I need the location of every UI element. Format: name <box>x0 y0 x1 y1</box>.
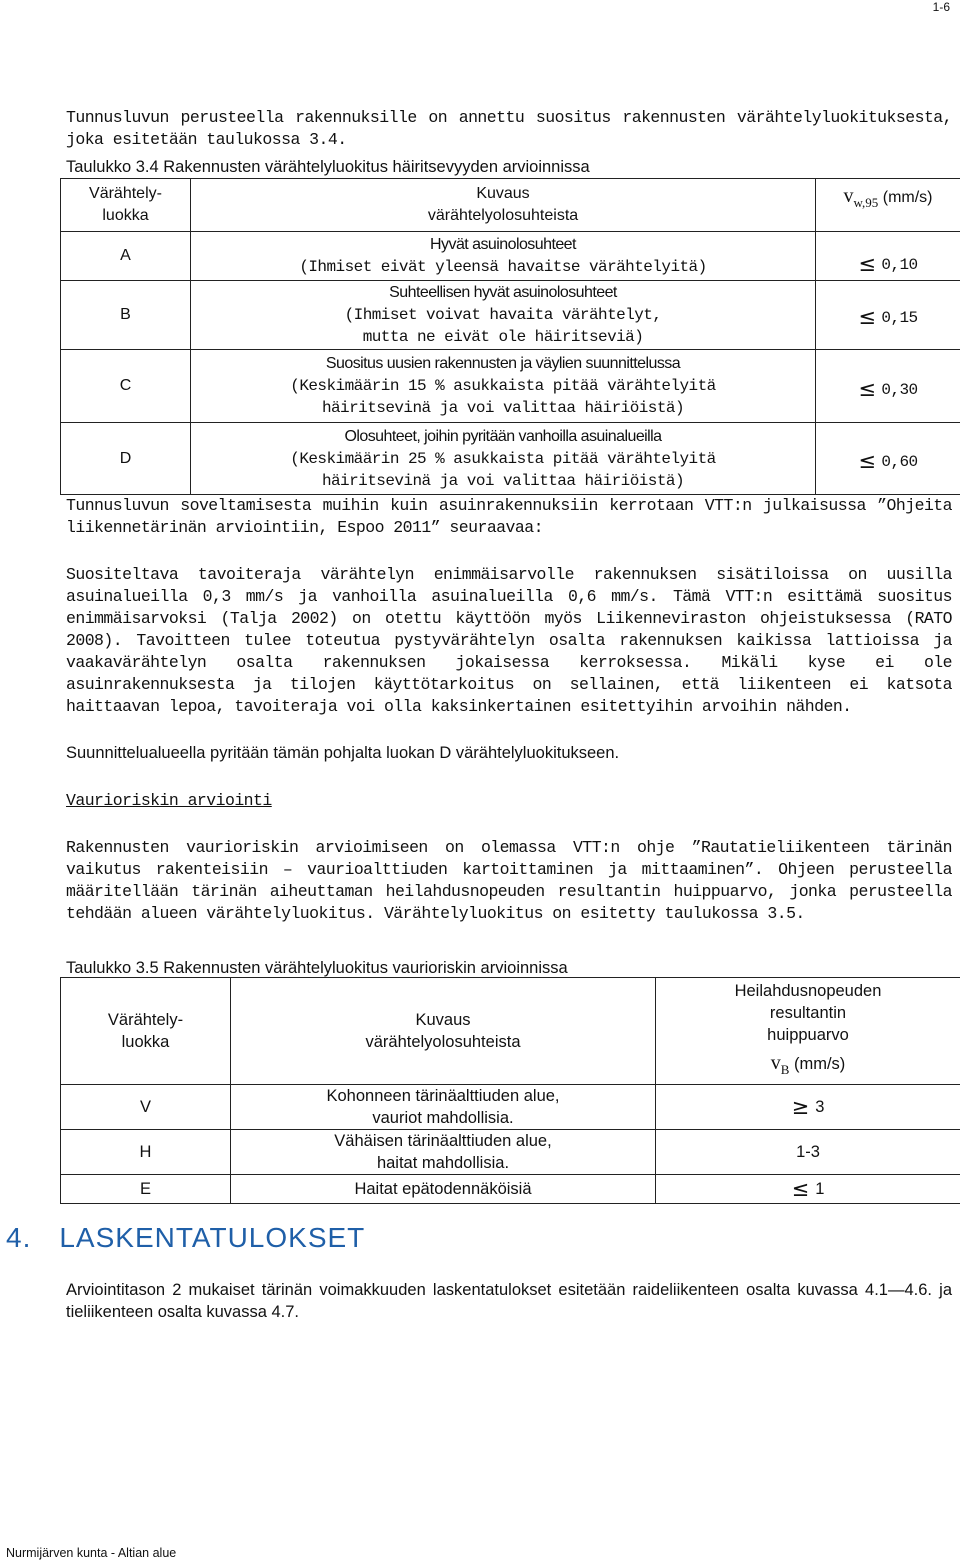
table-row <box>61 1130 960 1175</box>
value-cell: ≤ 0,15 <box>816 281 960 350</box>
table-3-5 <box>60 977 960 1204</box>
header-value: $v_{w,95}$ (mm/s) <box>816 179 960 232</box>
table-row <box>61 423 960 495</box>
header-description: Kuvaus värähtelyolosuhteista <box>231 978 656 1085</box>
damage-risk-subheading: Vaurioriskin arviointi <box>66 791 272 810</box>
class-cell: C <box>61 350 191 423</box>
table-3-4 <box>60 178 960 495</box>
other-buildings-paragraph: Tunnusluvun soveltamisesta muihin kuin asuinrakennuksiin kerrotaan VTT:n julkaisussa ”Ohjeita liikennetärinän arviointiin, Espoo 2011” seuraavaa: <box>66 496 952 537</box>
value-cell: 1-3 <box>656 1130 960 1175</box>
header-description: Kuvaus värähtelyolosuhteista <box>191 179 816 232</box>
table-row <box>61 232 960 281</box>
description-cell: Hyvät asuinolosuhteet (Ihmiset eivät yleensä havaitse värähtelyitä) <box>191 232 816 281</box>
header-class: Värähtely- luokka <box>61 179 191 232</box>
description-cell: Suhteellisen hyvät asuinolosuhteet (Ihmiset voivat havaita värähtelyt, mutta ne eivät ole häiritseviä) <box>191 281 816 350</box>
table-row <box>61 281 960 350</box>
description-cell: Vähäisen tärinäalttiuden alue, haitat mahdollisia. <box>231 1130 656 1175</box>
damage-risk-paragraph: Rakennusten vaurioriskin arvioimiseen on olemassa VTT:n ohje ”Rautatieliikenteen tärinän vaikutus rakenteisiin – vaurioalttiuden kartoittaminen ja mittaaminen”. Ohjeen perusteella määritellään tärinän aiheuttaman heilahdusnopeuden resultantin huippuarvo, jonka perusteella tehdään alueen värähtelyluokitus. Värähtelyluokitus on esitetty taulukossa 3.5. <box>66 838 952 923</box>
description-cell: Haitat epätodennäköisiä <box>231 1175 656 1204</box>
class-cell: D <box>61 423 191 495</box>
table-row <box>61 350 960 423</box>
value-cell: ≥ 3 <box>656 1085 960 1130</box>
table-header-row <box>61 179 960 232</box>
value-cell: ≤ 0,30 <box>816 350 960 423</box>
description-cell: Suositus uusien rakennusten ja väylien suunnittelussa (Keskimäärin 15 % asukkaista pitää värähtelyitä häiritsevinä ja voi valittaa häiriöistä) <box>191 350 816 423</box>
header-class: Värähtely- luokka <box>61 978 231 1085</box>
class-cell: A <box>61 232 191 281</box>
target-value-paragraph: Suositeltava tavoiteraja värähtelyn enimmäisarvolle rakennuksen sisätiloissa on uusilla asuinalueilla 0,3 mm/s ja vanhoilla asuinalueilla 0,6 mm/s. Tämä VTT:n esittämä suositus enimmäisarvoksi (Talja 2002) on otettu käyttöön myös Liikenneviraston ohjeistuksessa (RATO 2008). Tavoitteen tulee toteutua pystyvärähtelyn osalta rakennuksen kaikissa lattioissa ja vaakavärähtelyn osalta rakennuksen jokaisessa kerroksessa. Mikäli kyse ei ole asuinrakennuksesta ja tilojen käyttötarkoitus on sellainen, että liikenteen ei katsota haittaavan lepoa, tavoiteraja voi olla kaksinkertainen esitettyihin arvoihin nähden. <box>66 565 952 716</box>
value-cell: ≤ 0,60 <box>816 423 960 495</box>
table-3-4-caption: Taulukko 3.4 Rakennusten värähtelyluokitus häiritsevyyden arvioinnissa <box>66 158 590 176</box>
value-cell: ≤ 0,10 <box>816 232 960 281</box>
class-cell: E <box>61 1175 231 1204</box>
table-row <box>61 1175 960 1204</box>
intro-paragraph: Tunnusluvun perusteella rakennuksille on annettu suositus rakennusten värähtelyluokituksesta, joka esitetään taulukossa 3.4. <box>66 108 952 149</box>
description-cell: Kohonneen tärinäalttiuden alue, vauriot mahdollisia. <box>231 1085 656 1130</box>
table-header-row <box>61 978 960 1085</box>
section-heading: 4. LASKENTATULOKSET <box>6 1222 366 1253</box>
results-paragraph: Arviointitason 2 mukaiset tärinän voimakkuuden laskentatulokset esitetään raideliikenteen osalta kuvassa 4.1—4.6. ja tieliikenteen osalta kuvassa 4.7. <box>66 1281 952 1321</box>
page-footer: Nurmijärven kunta - Altian alue <box>6 1546 177 1560</box>
planning-area-paragraph: Suunnittelualueella pyritään tämän pohjalta luokan D värähtelyluokitukseen. <box>66 744 620 762</box>
class-cell: H <box>61 1130 231 1175</box>
table-row <box>61 1085 960 1130</box>
class-cell: B <box>61 281 191 350</box>
value-cell: ≤ 1 <box>656 1175 960 1204</box>
class-cell: V <box>61 1085 231 1130</box>
page-number: 1-6 <box>932 0 950 14</box>
table-3-5-caption: Taulukko 3.5 Rakennusten värähtelyluokitus vaurioriskin arvioinnissa <box>66 959 568 977</box>
header-value: Heilahdusnopeuden resultantin huippuarvo $v_B$ (mm/s) <box>656 978 960 1085</box>
description-cell: Olosuhteet, joihin pyritään vanhoilla asuinalueilla (Keskimäärin 25 % asukkaista pitää värähtelyitä häiritsevinä ja voi valittaa häiriöistä) <box>191 423 816 495</box>
